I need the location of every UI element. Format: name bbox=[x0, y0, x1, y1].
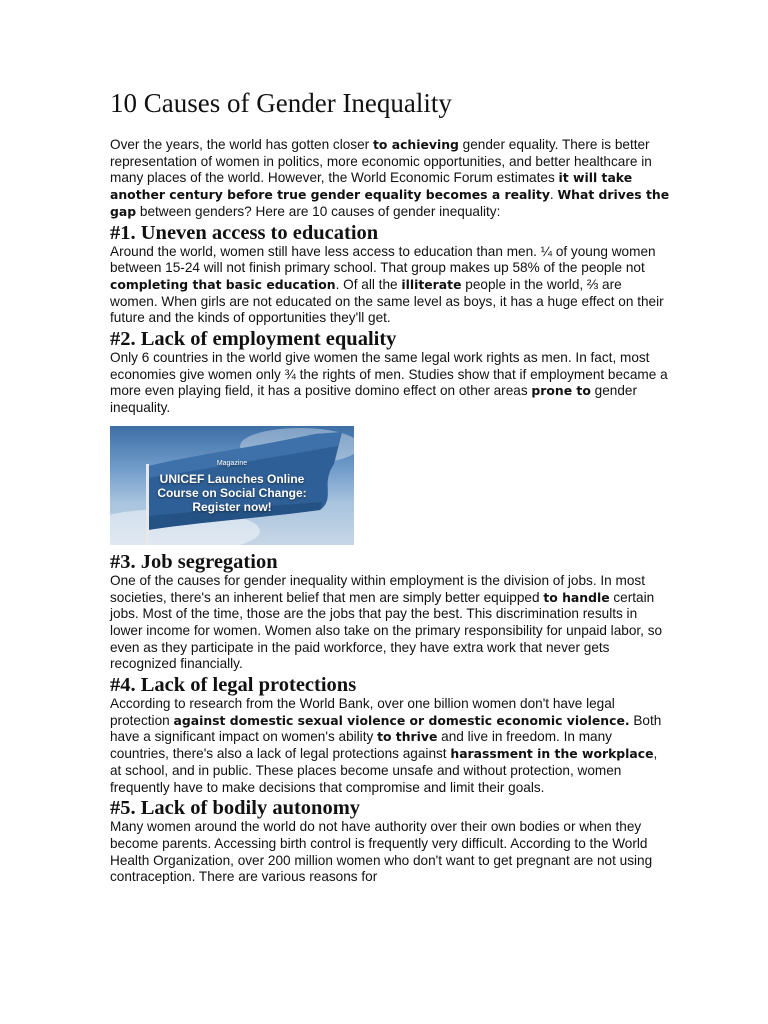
text: Around the world, women still have less access to education than men. ¼ of young women between 15-24 will not finish primary school. That group makes up 58% of the people not bbox=[110, 243, 656, 276]
bold-text: harassment in the workplace bbox=[450, 746, 654, 762]
section-paragraph-2 bbox=[110, 350, 670, 417]
bold-text: to handle bbox=[543, 589, 610, 605]
text: and live in freedom. In many countries, there's also a lack of legal protections against bbox=[110, 729, 612, 762]
text: certain jobs. Most of the time, those are the jobs that pay the best. This discrimination results in lower income for women. Women also take on the primary responsibility for unpaid labor, so even as they participate in the paid workforce, they have extra work that never gets recognized financially. bbox=[110, 589, 663, 672]
section-heading-4: #4. Lack of legal protections bbox=[110, 674, 357, 697]
bold-text: to thrive bbox=[377, 729, 438, 745]
text: According to research from the World Bank, over one billion women don't have legal protection bbox=[110, 696, 615, 728]
ad-headline-line-2: Course on Social Change: bbox=[157, 485, 307, 500]
bold-text: to achieving bbox=[372, 137, 459, 152]
ad-headline-line-3: Register now! bbox=[192, 499, 272, 514]
section-paragraph-4 bbox=[110, 696, 670, 796]
bold-text: What drives the gap bbox=[110, 187, 670, 219]
text: Many women around the world do not have authority over their own bodies or when they become parents. Accessing birth control is frequently very difficult. According to the World Health Organization, over 200 million women who don't want to get pregnant are not using contraception. There are various reasons for bbox=[110, 819, 653, 885]
text: . Of all the bbox=[335, 276, 402, 292]
unicef-ad-image[interactable] bbox=[110, 426, 354, 545]
magazine-label: Magazine bbox=[216, 459, 248, 467]
page-title: 10 Causes of Gender Inequality bbox=[110, 88, 452, 118]
text: people in the world, ⅔ are women. When girls are not educated on the same level as boys, it has a huge effect on their future and the kinds of opportunities they'll get. bbox=[110, 276, 664, 326]
bold-text: it will take another century before true gender equality becomes a reality bbox=[110, 170, 633, 203]
ad-headline-line-1: UNICEF Launches Online bbox=[159, 471, 305, 486]
text: between genders? Here are 10 causes of gender inequality: bbox=[136, 203, 501, 219]
section-heading-3: #3. Job segregation bbox=[110, 550, 278, 573]
bold-text: against domestic sexual violence or domestic economic violence. bbox=[173, 712, 630, 728]
text: Both have a significant impact on women's ability bbox=[110, 712, 662, 745]
intro-paragraph bbox=[110, 137, 670, 221]
bold-text: prone to bbox=[531, 383, 591, 399]
document-page bbox=[110, 86, 670, 886]
text: gender inequality. bbox=[110, 383, 637, 416]
text: , at school, and in public. These places become unsafe and without protection, women frequently have to make decisions that compromise and limit their goals. bbox=[110, 746, 658, 795]
text: One of the causes for gender inequality within employment is the division of jobs. In most societies, there's an inherent belief that men are simply better equipped bbox=[110, 572, 645, 605]
section-paragraph-1 bbox=[110, 244, 670, 328]
text: . bbox=[549, 187, 558, 203]
section-heading-2: #2. Lack of employment equality bbox=[110, 328, 397, 351]
text: Over the years, the world has gotten closer bbox=[110, 137, 373, 152]
section-paragraph-3 bbox=[110, 573, 670, 673]
text: gender equality. There is better representation of women in politics, more economic opportunities, and better healthcare in many places of the world. However, the World Economic Forum estimates bbox=[110, 137, 652, 186]
text: Only 6 countries in the world give women the same legal work rights as men. In fact, most economies give women only ¾ the rights of men. Studies show that if employment became a more even playing field, it has a positive domino effect on other areas bbox=[110, 350, 668, 399]
bold-text: illiterate bbox=[401, 276, 462, 292]
section-heading-1: #1. Uneven access to education bbox=[110, 221, 379, 244]
bold-text: completing that basic education bbox=[110, 276, 336, 292]
section-heading-5: #5. Lack of bodily autonomy bbox=[110, 797, 361, 820]
section-paragraph-5 bbox=[110, 819, 670, 886]
